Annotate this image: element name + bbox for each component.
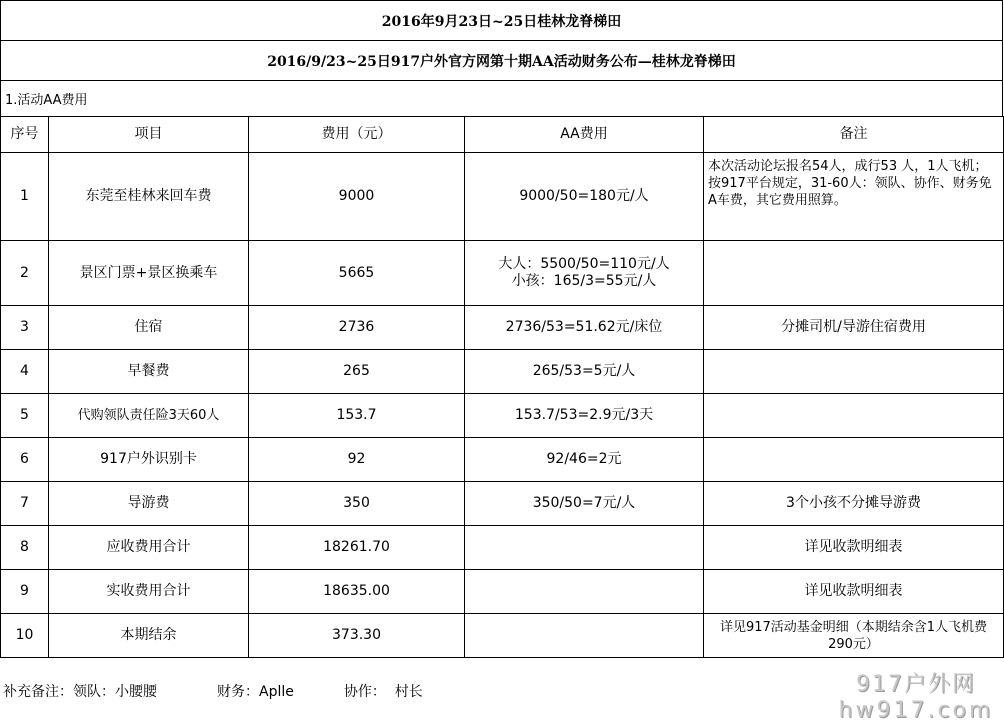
row-aa (465, 570, 704, 614)
row-item: 917户外识别卡 (49, 438, 249, 482)
row-cost: 265 (249, 350, 465, 394)
row-note: 详见收款明细表 (704, 526, 1004, 570)
row-cost: 18261.70 (249, 526, 465, 570)
row-cost: 18635.00 (249, 570, 465, 614)
row-note: 详见917活动基金明细（本期结余含1人飞机费290元） (704, 614, 1004, 658)
row-item: 景区门票+景区换乘车 (49, 241, 249, 306)
row-item: 东莞至桂林来回车费 (49, 153, 249, 241)
page-subtitle: 2016/9/23~25日917户外官方网第十期AA活动财务公布—桂林龙脊梯田 (0, 40, 1003, 80)
row-aa (465, 614, 704, 658)
row-aa: 265/53=5元/人 (465, 350, 704, 394)
column-header-note: 备注 (704, 117, 1004, 153)
row-aa-child: 小孩：165/3=55元/人 (511, 273, 657, 289)
page-title: 2016年9月23日~25日桂林龙脊梯田 (0, 0, 1003, 40)
table-row (1, 526, 1004, 570)
footer-finance: 财务：Aplle (217, 684, 294, 700)
row-no: 1 (1, 153, 49, 241)
row-cost: 92 (249, 438, 465, 482)
row-note: 详见收款明细表 (704, 570, 1004, 614)
row-aa (465, 526, 704, 570)
row-no: 7 (1, 482, 49, 526)
watermark-logo (836, 672, 996, 724)
column-header-cost: 费用（元） (249, 117, 465, 153)
table-row (1, 570, 1004, 614)
section-label: 1.活动AA费用 (0, 80, 1003, 116)
row-no: 10 (1, 614, 49, 658)
row-item: 住宿 (49, 306, 249, 350)
row-no: 5 (1, 394, 49, 438)
row-aa: 2736/53=51.62元/床位 (465, 306, 704, 350)
row-note: 本次活动论坛报名54人，成行53 人，1人飞机；按917平台规定，31-60人：领队、协作、财务免A车费，其它费用照算。 (704, 153, 1004, 241)
row-no: 4 (1, 350, 49, 394)
row-aa: 350/50=7元/人 (465, 482, 704, 526)
row-no: 8 (1, 526, 49, 570)
row-cost: 9000 (249, 153, 465, 241)
row-note: 分摊司机/导游住宿费用 (704, 306, 1004, 350)
table-row (1, 153, 1004, 241)
table-row (1, 482, 1004, 526)
row-no: 6 (1, 438, 49, 482)
table-row (1, 438, 1004, 482)
column-header-no: 序号 (1, 117, 49, 153)
row-note (704, 350, 1004, 394)
footer-assist: 协作： 村长 (343, 684, 423, 700)
row-item: 导游费 (49, 482, 249, 526)
row-aa: 9000/50=180元/人 (465, 153, 704, 241)
row-aa: 92/46=2元 (465, 438, 704, 482)
row-cost: 373.30 (249, 614, 465, 658)
row-item: 实收费用合计 (49, 570, 249, 614)
row-item: 早餐费 (49, 350, 249, 394)
row-aa: 153.7/53=2.9元/3天 (465, 394, 704, 438)
row-note (704, 394, 1004, 438)
row-no: 3 (1, 306, 49, 350)
row-item: 应收费用合计 (49, 526, 249, 570)
table-row (1, 306, 1004, 350)
row-cost: 153.7 (249, 394, 465, 438)
table-row (1, 241, 1004, 306)
row-no: 9 (1, 570, 49, 614)
table-row (1, 350, 1004, 394)
column-header-aa: AA费用 (465, 117, 704, 153)
row-aa (465, 241, 704, 306)
aa-expense-table (0, 116, 1004, 658)
row-note (704, 241, 1004, 306)
table-row (1, 394, 1004, 438)
table-row (1, 614, 1004, 658)
row-cost: 5665 (249, 241, 465, 306)
row-item: 本期结余 (49, 614, 249, 658)
row-cost: 2736 (249, 306, 465, 350)
watermark-line1: 917户外网 (856, 672, 976, 697)
row-note (704, 438, 1004, 482)
row-aa-adult: 大人：5500/50=110元/人 (498, 256, 670, 272)
footer-supplement: 补充备注：领队：小腰腰 (3, 684, 157, 700)
row-note: 3个小孩不分摊导游费 (704, 482, 1004, 526)
footer-remarks (3, 680, 423, 702)
row-cost: 350 (249, 482, 465, 526)
row-item: 代购领队责任险3天60人 (49, 394, 249, 438)
row-no: 2 (1, 241, 49, 306)
watermark-line2: hw917.com (838, 698, 994, 723)
table-header-row (1, 117, 1004, 153)
column-header-item: 项目 (49, 117, 249, 153)
